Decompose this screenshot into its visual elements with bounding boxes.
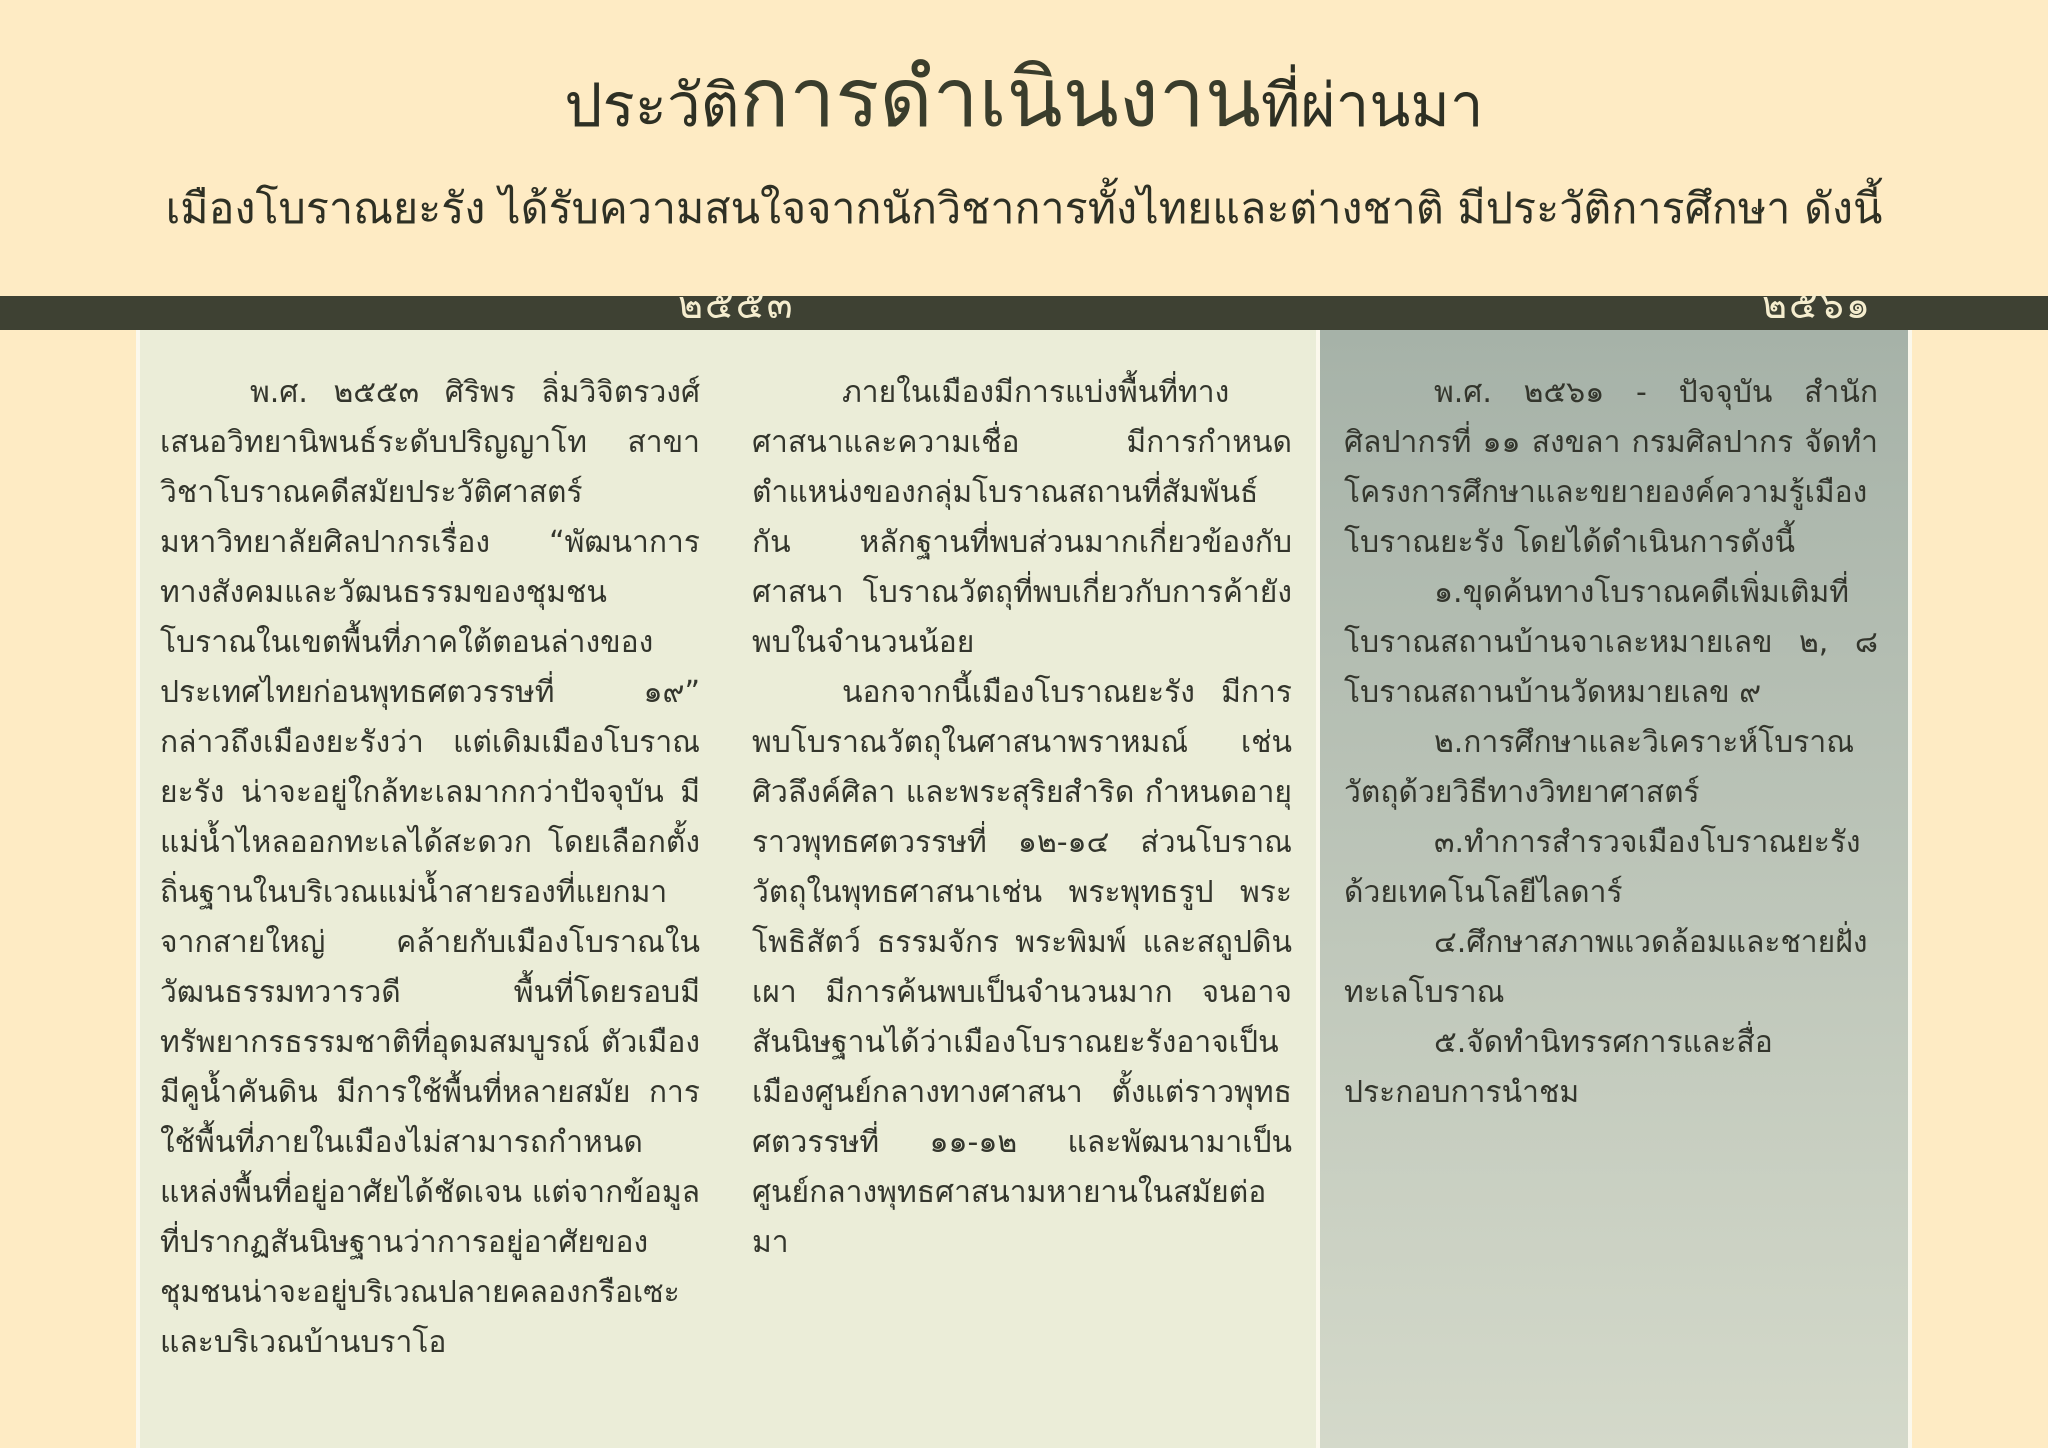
list-item: ๑.ขุดค้นทางโบราณคดีเพิ่มเติมที่โบราณสถานบ้านจาเละหมายเลข ๒, ๘ โบราณสถานบ้านวัดหมายเลข ๙ — [1344, 575, 1878, 710]
list-item: ๕.จัดทำนิทรรศการและสื่อประกอบการนำชม — [1344, 1025, 1773, 1110]
list-item: ๔.ศึกษาสภาพแวดล้อมและชายฝั่งทะเลโบราณ — [1344, 925, 1868, 1010]
list-item: ๒.การศึกษาและวิเคราะห์โบราณวัตถุด้วยวิธีทางวิทยาศาสตร์ — [1344, 725, 1855, 810]
column-1 — [160, 368, 700, 1368]
column-2-paragraph-2: นอกจากนี้เมืองโบราณยะรัง มีการพบโบราณวัตถุในศาสนาพราหมณ์ เช่น ศิวลึงค์ศิลา และพระสุริยสำริด กำหนดอายุราวพุทธศตวรรษที่ ๑๒-๑๔ ส่วนโบราณวัตถุในพุทธศาสนาเช่น พระพุทธรูป พระโพธิสัตว์ ธรรมจักร พระพิมพ์ และสถูปดินเผา มีการค้นพบเป็นจำนวนมาก จนอาจสันนิษฐานได้ว่าเมืองโบราณยะรังอาจเป็นเมืองศูนย์กลางทางศาสนา ตั้งแต่ราวพุทธศตวรรษที่ ๑๑-๑๒ และพัฒนามาเป็นศูนย์กลางพุทธศาสนามหายานในสมัยต่อมา — [752, 675, 1292, 1260]
list-item: ๓.ทำการสำรวจเมืองโบราณยะรังด้วยเทคโนโลยีไลดาร์ — [1344, 825, 1861, 910]
timeline-year-end: ๒๕๖๑ — [1762, 283, 1873, 327]
page-subtitle: เมืองโบราณยะรัง ได้รับความสนใจจากนักวิชาการทั้งไทยและต่างชาติ มีประวัติการศึกษา ดังนี้ — [165, 184, 1883, 234]
timeline-band — [0, 296, 2048, 330]
title-prefix: ประวัติ — [564, 71, 740, 141]
column-3-intro: พ.ศ. ๒๕๖๑ - ปัจจุบัน สำนักศิลปากรที่ ๑๑ สงขลา กรมศิลปากร จัดทำโครงการศึกษาและขยายองค์ความรู้เมืองโบราณยะรัง โดยได้ดำเนินการดังนี้ — [1344, 375, 1878, 560]
title-main: การดำเนินงาน — [739, 51, 1261, 146]
column-2 — [752, 368, 1292, 1268]
timeline-year-start: ๒๕๕๓ — [678, 283, 795, 327]
column-2-paragraph-1: ภายในเมืองมีการแบ่งพื้นที่ทางศาสนาและความเชื่อ มีการกำหนดตำแหน่งของกลุ่มโบราณสถานที่สัมพันธ์กัน หลักฐานที่พบส่วนมากเกี่ยวข้องกับศาสนา โบราณวัตถุที่พบเกี่ยวกับการค้ายังพบในจำนวนน้อย — [752, 375, 1292, 660]
column-3 — [1344, 368, 1878, 1118]
page-title — [0, 51, 2048, 146]
column-1-paragraph: พ.ศ. ๒๕๕๓ ศิริพร ลิ่มวิจิตรวงศ์ เสนอวิทยานิพนธ์ระดับปริญญาโท สาขาวิชาโบราณคดีสมัยประวัติศาสตร์มหาวิทยาลัยศิลปากรเรื่อง “พัฒนาการทางสังคมและวัฒนธรรมของชุมชนโบราณในเขตพื้นที่ภาคใต้ตอนล่างของประเทศไทยก่อนพุทธศตวรรษที่ ๑๙” กล่าวถึงเมืองยะรังว่า แต่เดิมเมืองโบราณยะรัง น่าจะอยู่ใกล้ทะเลมากกว่าปัจจุบัน มีแม่น้ำไหลออกทะเลได้สะดวก โดยเลือกตั้งถิ่นฐานในบริเวณแม่น้ำสายรองที่แยกมาจากสายใหญ่ คล้ายกับเมืองโบราณในวัฒนธรรมทวารวดี พื้นที่โดยรอบมีทรัพยากรธรรมชาติที่อุดมสมบูรณ์ ตัวเมืองมีคูน้ำคันดิน มีการใช้พื้นที่หลายสมัย การใช้พื้นที่ภายในเมืองไม่สามารถกำหนดแหล่งพื้นที่อยู่อาศัยได้ชัดเจน แต่จากข้อมูลที่ปรากฏสันนิษฐานว่าการอยู่อาศัยของชุมชนน่าจะอยู่บริเวณปลายคลองกรือเซะ และบริเวณบ้านบราโอ — [160, 375, 700, 1360]
title-suffix: ที่ผ่านมา — [1260, 71, 1484, 141]
